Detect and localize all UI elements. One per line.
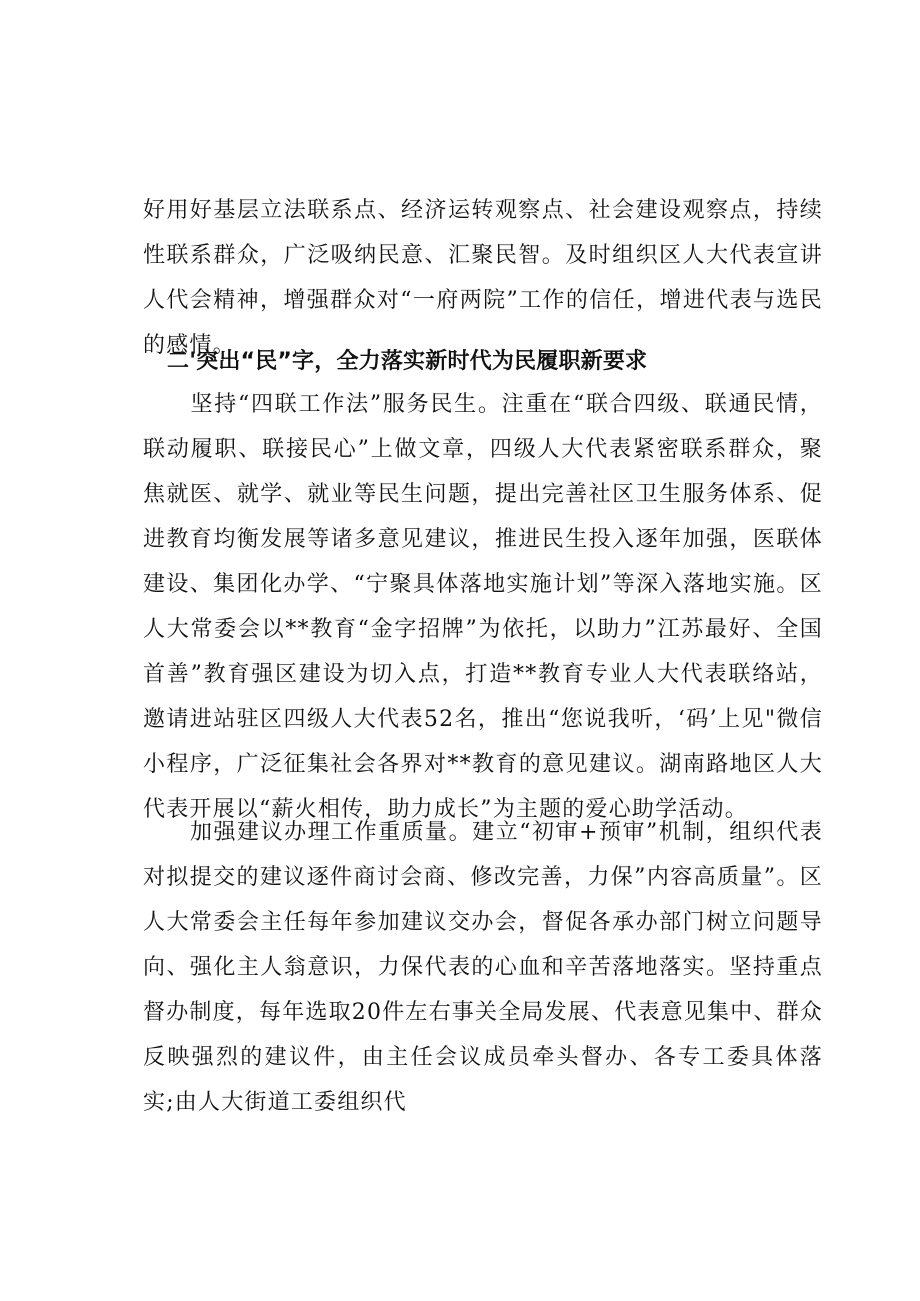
paragraph-continued: 好用好基层立法联系点、经济运转观察点、社会建设观察点，持续性联系群众，广泛吸纳民意、汇聚民智。及时组织区人大代表宣讲人代会精神，增强群众对“一府两院”工作的信任，增进代表与选民的感情。 <box>143 198 823 358</box>
section-heading: 二'突出“民”字，全力落实新时代为民履职新要求 <box>167 349 648 374</box>
paragraph-four-link-method: 坚持“四联工作法”服务民生。注重在“联合四级、联通民情，联动履职、联接民心”上做文章，四级人大代表紧密联系群众，聚焦就医、就学、就业等民生问题，提出完善社区卫生服务体系、促进教育均衡发展等诸多意见建议，推进民生投入逐年加强，医联体建设、集团化办学、“宁聚具体落地实施计划”等深入落地实施。区人大常委会以**教育“金字招牌”为依托，以助力”江苏最好、全国首善”教育强区建设为切入点，打造**教育专业人大代表联络站，邀请进站驻区四级人大代表52名，推出“您说我听，‘码’上见"微信小程序，广泛征集社会各界对**教育的意见建议。湖南路地区人大代表开展以“薪火相传，助力成长”为主题的爱心助学活动。 <box>143 392 823 822</box>
paragraph-suggestion-handling: 加强建议办理工作重质量。建立“初审+预审”机制，组织代表对拟提交的建议逐件商讨会商、修改完善，力保”内容高质量”。区人大常委会主任每年参加建议交办会，督促各承办部门树立问题导向、强化主人翁意识，力保代表的心血和辛苦落地落实。坚持重点督办制度，每年选取20件左右事关全局发展、代表意见集中、群众反映强烈的建议件，由主任会议成员牵头督办、各专工委具体落实;由人大街道工委组织代 <box>143 820 823 1115</box>
